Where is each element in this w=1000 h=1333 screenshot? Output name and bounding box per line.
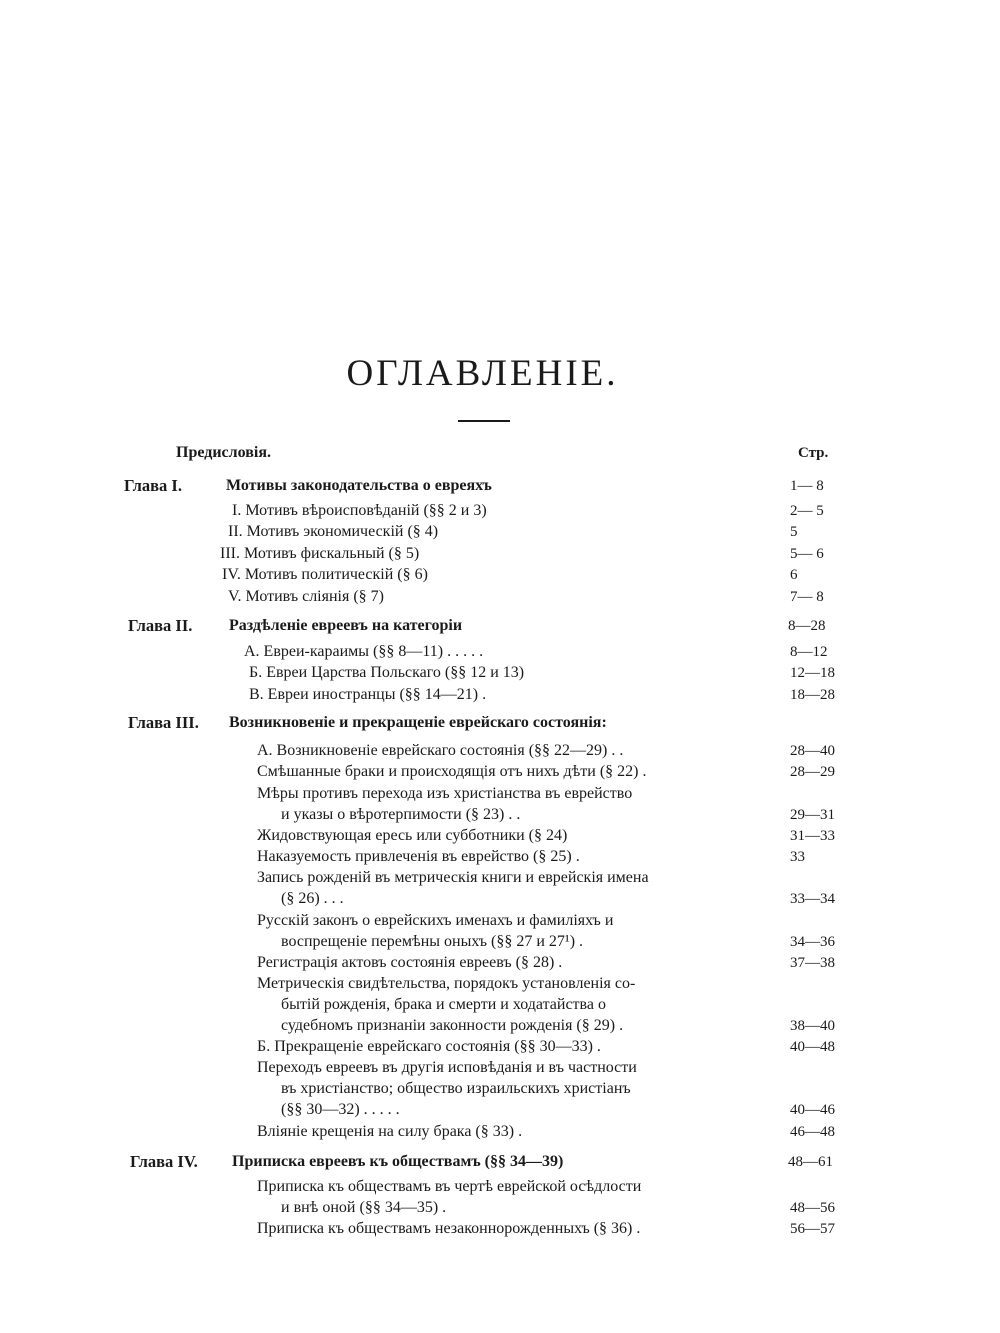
- toc-item-3-12-pages: 46—48: [790, 1124, 835, 1140]
- toc-item-1-1-pages: 2— 5: [790, 503, 824, 519]
- chapter-1-title: Мотивы законодательства о евреяхъ: [226, 477, 492, 494]
- toc-item-3-2: Смѣшанные браки и происходящія отъ нихъ дѣти (§ 22) .: [257, 763, 647, 780]
- toc-item-3-10-pages: 40—48: [790, 1039, 835, 1055]
- preface-entry: Предисловія.: [176, 444, 271, 461]
- toc-item-3-11-pages: 40—46: [790, 1102, 835, 1118]
- chapter-4-title: Приписка евреевъ къ обществамъ (§§ 34—39): [232, 1153, 564, 1170]
- toc-item-3-5-pages: 33: [790, 849, 805, 865]
- chapter-2-pages: 8—28: [788, 618, 826, 634]
- toc-item-1-2-pages: 5: [790, 524, 798, 540]
- toc-item-3-3-pages: 29—31: [790, 807, 835, 823]
- toc-item-3-7-pages: 34—36: [790, 934, 835, 950]
- toc-item-3-11-cont2: (§§ 30—32) . . . . .: [281, 1101, 400, 1118]
- page-title: ОГЛАВЛЕНІЕ.: [346, 353, 619, 394]
- toc-item-3-6-cont: (§ 26) . . .: [281, 890, 344, 907]
- toc-item-3-7-cont: воспрещеніе перемѣны оныхъ (§§ 27 и 27¹) .: [281, 933, 584, 950]
- toc-item-2-2-pages: 12—18: [790, 665, 835, 681]
- toc-item-1-5: V. Мотивъ слiянія (§ 7): [228, 588, 385, 605]
- page-column-header: Стр.: [798, 445, 829, 461]
- toc-item-3-12: Вліяніе крещенія на силу брака (§ 33) .: [257, 1123, 523, 1140]
- toc-item-1-1: I. Мотивъ вѣроисповѣданій (§§ 2 и 3): [232, 502, 487, 519]
- toc-item-1-2: II. Мотивъ экономическій (§ 4): [228, 523, 439, 540]
- toc-item-3-3-cont: и указы о вѣротерпимости (§ 23) . .: [281, 806, 521, 823]
- toc-item-3-3: Мѣры противъ перехода изъ христіанства въ еврейство: [257, 785, 633, 802]
- toc-item-3-2-pages: 28—29: [790, 764, 835, 780]
- toc-item-3-9-pages: 38—40: [790, 1018, 835, 1034]
- toc-item-3-4: Жидовствующая ересь или субботники (§ 24): [257, 827, 568, 844]
- toc-item-3-5: Наказуемость привлеченія въ еврейство (§ 25) .: [257, 848, 580, 865]
- toc-item-3-4-pages: 31—33: [790, 828, 835, 844]
- toc-item-4-1-cont: и внѣ оной (§§ 34—35) .: [281, 1199, 447, 1216]
- chapter-2-title: Раздѣленіе евреевъ на категоріи: [229, 617, 463, 634]
- toc-item-1-4-pages: 6: [790, 567, 798, 583]
- toc-item-3-11: Переходъ евреевъ въ другія исповѣданія и въ частности: [257, 1059, 637, 1076]
- toc-item-3-10: Б. Прекращеніе еврейскаго состоянія (§§ 30—33) .: [257, 1038, 601, 1055]
- toc-item-3-7: Русскій законъ о еврейскихъ именахъ и фамиліяхъ и: [257, 912, 614, 929]
- toc-item-4-2-pages: 56—57: [790, 1221, 835, 1237]
- toc-item-1-3-pages: 5— 6: [790, 546, 824, 562]
- toc-item-2-1: A. Евреи-караимы (§§ 8—11) . . . . .: [244, 643, 484, 660]
- toc-item-3-8: Регистрація актовъ состоянія евреевъ (§ 28) .: [257, 954, 563, 971]
- toc-item-2-3: В. Евреи иностранцы (§§ 14—21) .: [249, 686, 487, 703]
- toc-item-3-6-pages: 33—34: [790, 891, 835, 907]
- toc-item-1-4: IV. Мотивъ политическій (§ 6): [222, 566, 428, 583]
- title-divider: [458, 420, 510, 422]
- toc-item-4-1-pages: 48—56: [790, 1200, 835, 1216]
- toc-item-3-9: Метрическія свидѣтельства, порядокъ установленія со-: [257, 975, 636, 992]
- chapter-4-label: Глава IV.: [130, 1152, 198, 1171]
- toc-item-4-2: Приписка къ обществамъ незаконнорожденныхъ (§ 36) .: [257, 1220, 641, 1237]
- toc-item-3-11-cont: въ христіанство; общество израильскихъ христіанъ: [281, 1080, 631, 1097]
- toc-item-3-6: Запись рожденій въ метрическія книги и еврейскія имена: [257, 869, 649, 886]
- chapter-1-label: Глава I.: [124, 476, 182, 495]
- toc-item-3-9-cont: бытій рожденія, брака и смерти и ходатайства о: [281, 996, 606, 1013]
- toc-item-3-8-pages: 37—38: [790, 955, 835, 971]
- chapter-2-label: Глава II.: [128, 616, 193, 635]
- toc-item-2-2: Б. Евреи Царства Польскаго (§§ 12 и 13): [249, 664, 525, 681]
- toc-item-3-9-cont2: судебномъ признаніи законности рожденія (§ 29) .: [281, 1017, 624, 1034]
- chapter-4-pages: 48—61: [788, 1154, 833, 1170]
- toc-item-2-3-pages: 18—28: [790, 687, 835, 703]
- toc-item-4-1: Приписка къ обществамъ въ чертѣ еврейской осѣдлости: [257, 1178, 642, 1195]
- chapter-3-label: Глава III.: [128, 713, 199, 732]
- toc-item-1-5-pages: 7— 8: [790, 589, 824, 605]
- chapter-3-title: Возникновеніе и прекращеніе еврейскаго состоянія:: [229, 714, 607, 731]
- toc-item-3-1-pages: 28—40: [790, 743, 835, 759]
- toc-item-3-1: A. Возникновеніе еврейскаго состоянія (§§ 22—29) . .: [257, 742, 624, 759]
- chapter-1-pages: 1— 8: [790, 478, 824, 494]
- toc-item-1-3: III. Мотивъ фискальный (§ 5): [220, 545, 420, 562]
- toc-item-2-1-pages: 8—12: [790, 644, 828, 660]
